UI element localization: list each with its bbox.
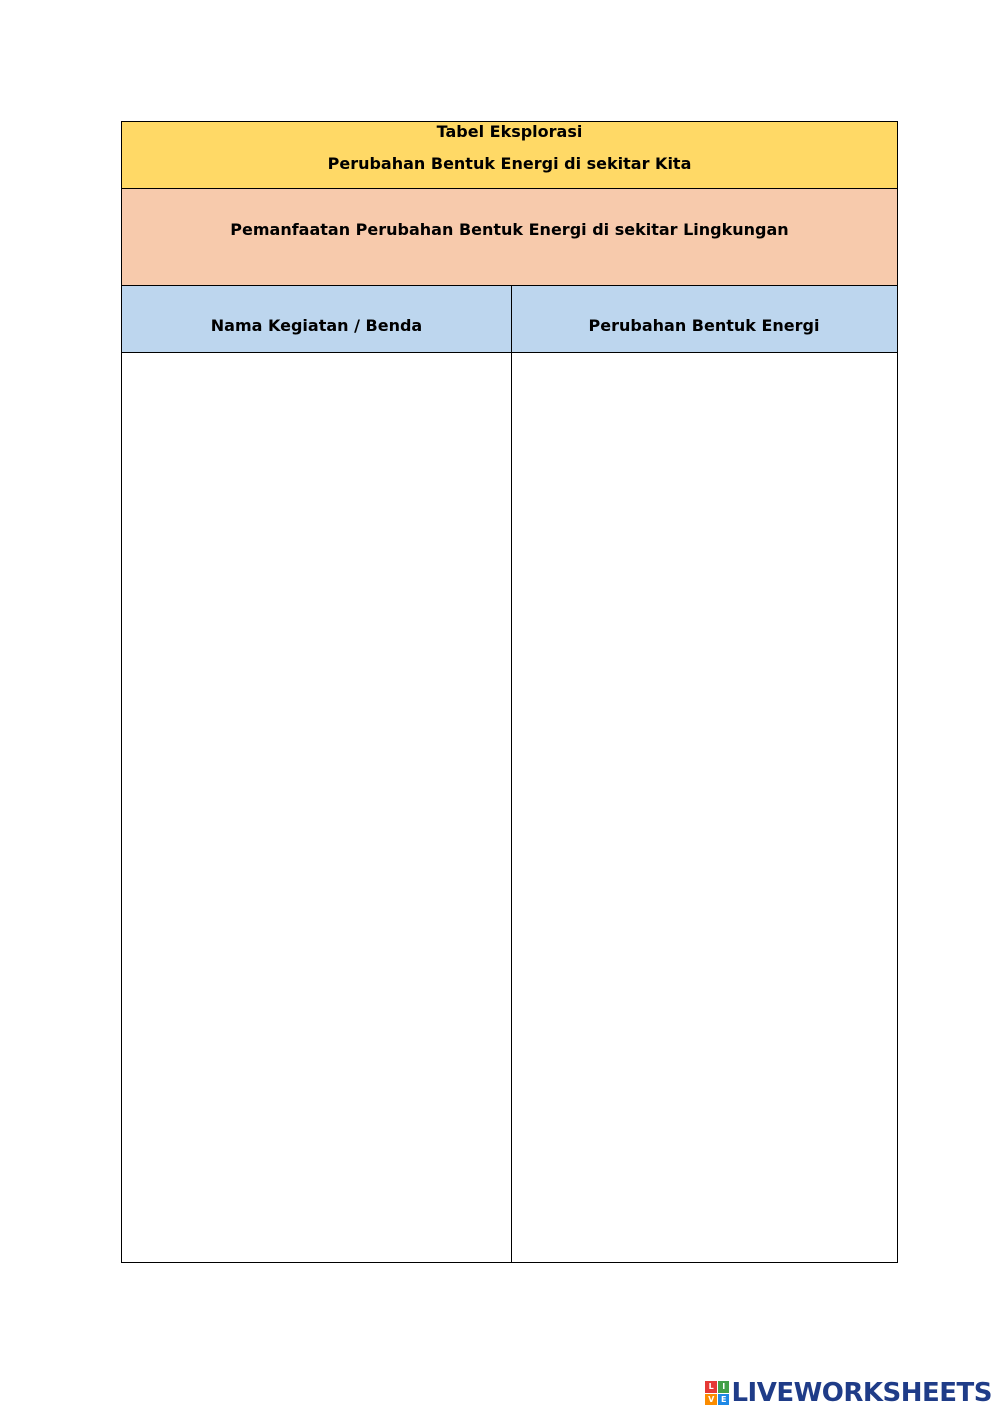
liveworksheets-brand	[705, 1378, 992, 1408]
table-topic: Perubahan Bentuk Energi di sekitar Kita	[327, 154, 692, 173]
column-header-row	[122, 286, 897, 353]
answer-area	[122, 353, 897, 1262]
logo-tile-l: L	[705, 1381, 717, 1393]
table-subtitle: Pemanfaatan Perubahan Bentuk Energi di sekitar Lingkungan	[230, 220, 789, 239]
table-subtitle-block	[122, 189, 897, 286]
exploration-table	[121, 121, 898, 1263]
logo-tile-e: E	[718, 1394, 730, 1406]
liveworksheets-wordmark: LIVEWORKSHEETS	[731, 1378, 992, 1408]
table-title-block	[122, 122, 897, 189]
column-header-activity-label: Nama Kegiatan / Benda	[210, 316, 423, 335]
column-header-energy-change-label: Perubahan Bentuk Energi	[588, 316, 820, 335]
answer-cell-activity[interactable]	[122, 353, 511, 1262]
answer-cell-energy-change[interactable]	[511, 353, 897, 1262]
column-header-activity	[122, 286, 511, 352]
logo-tile-v: V	[705, 1394, 717, 1406]
liveworksheets-logo-icon	[705, 1381, 729, 1405]
column-header-energy-change	[511, 286, 897, 352]
logo-tile-i: I	[718, 1381, 730, 1393]
table-title: Tabel Eksplorasi	[436, 122, 583, 141]
column-divider	[511, 286, 512, 1262]
